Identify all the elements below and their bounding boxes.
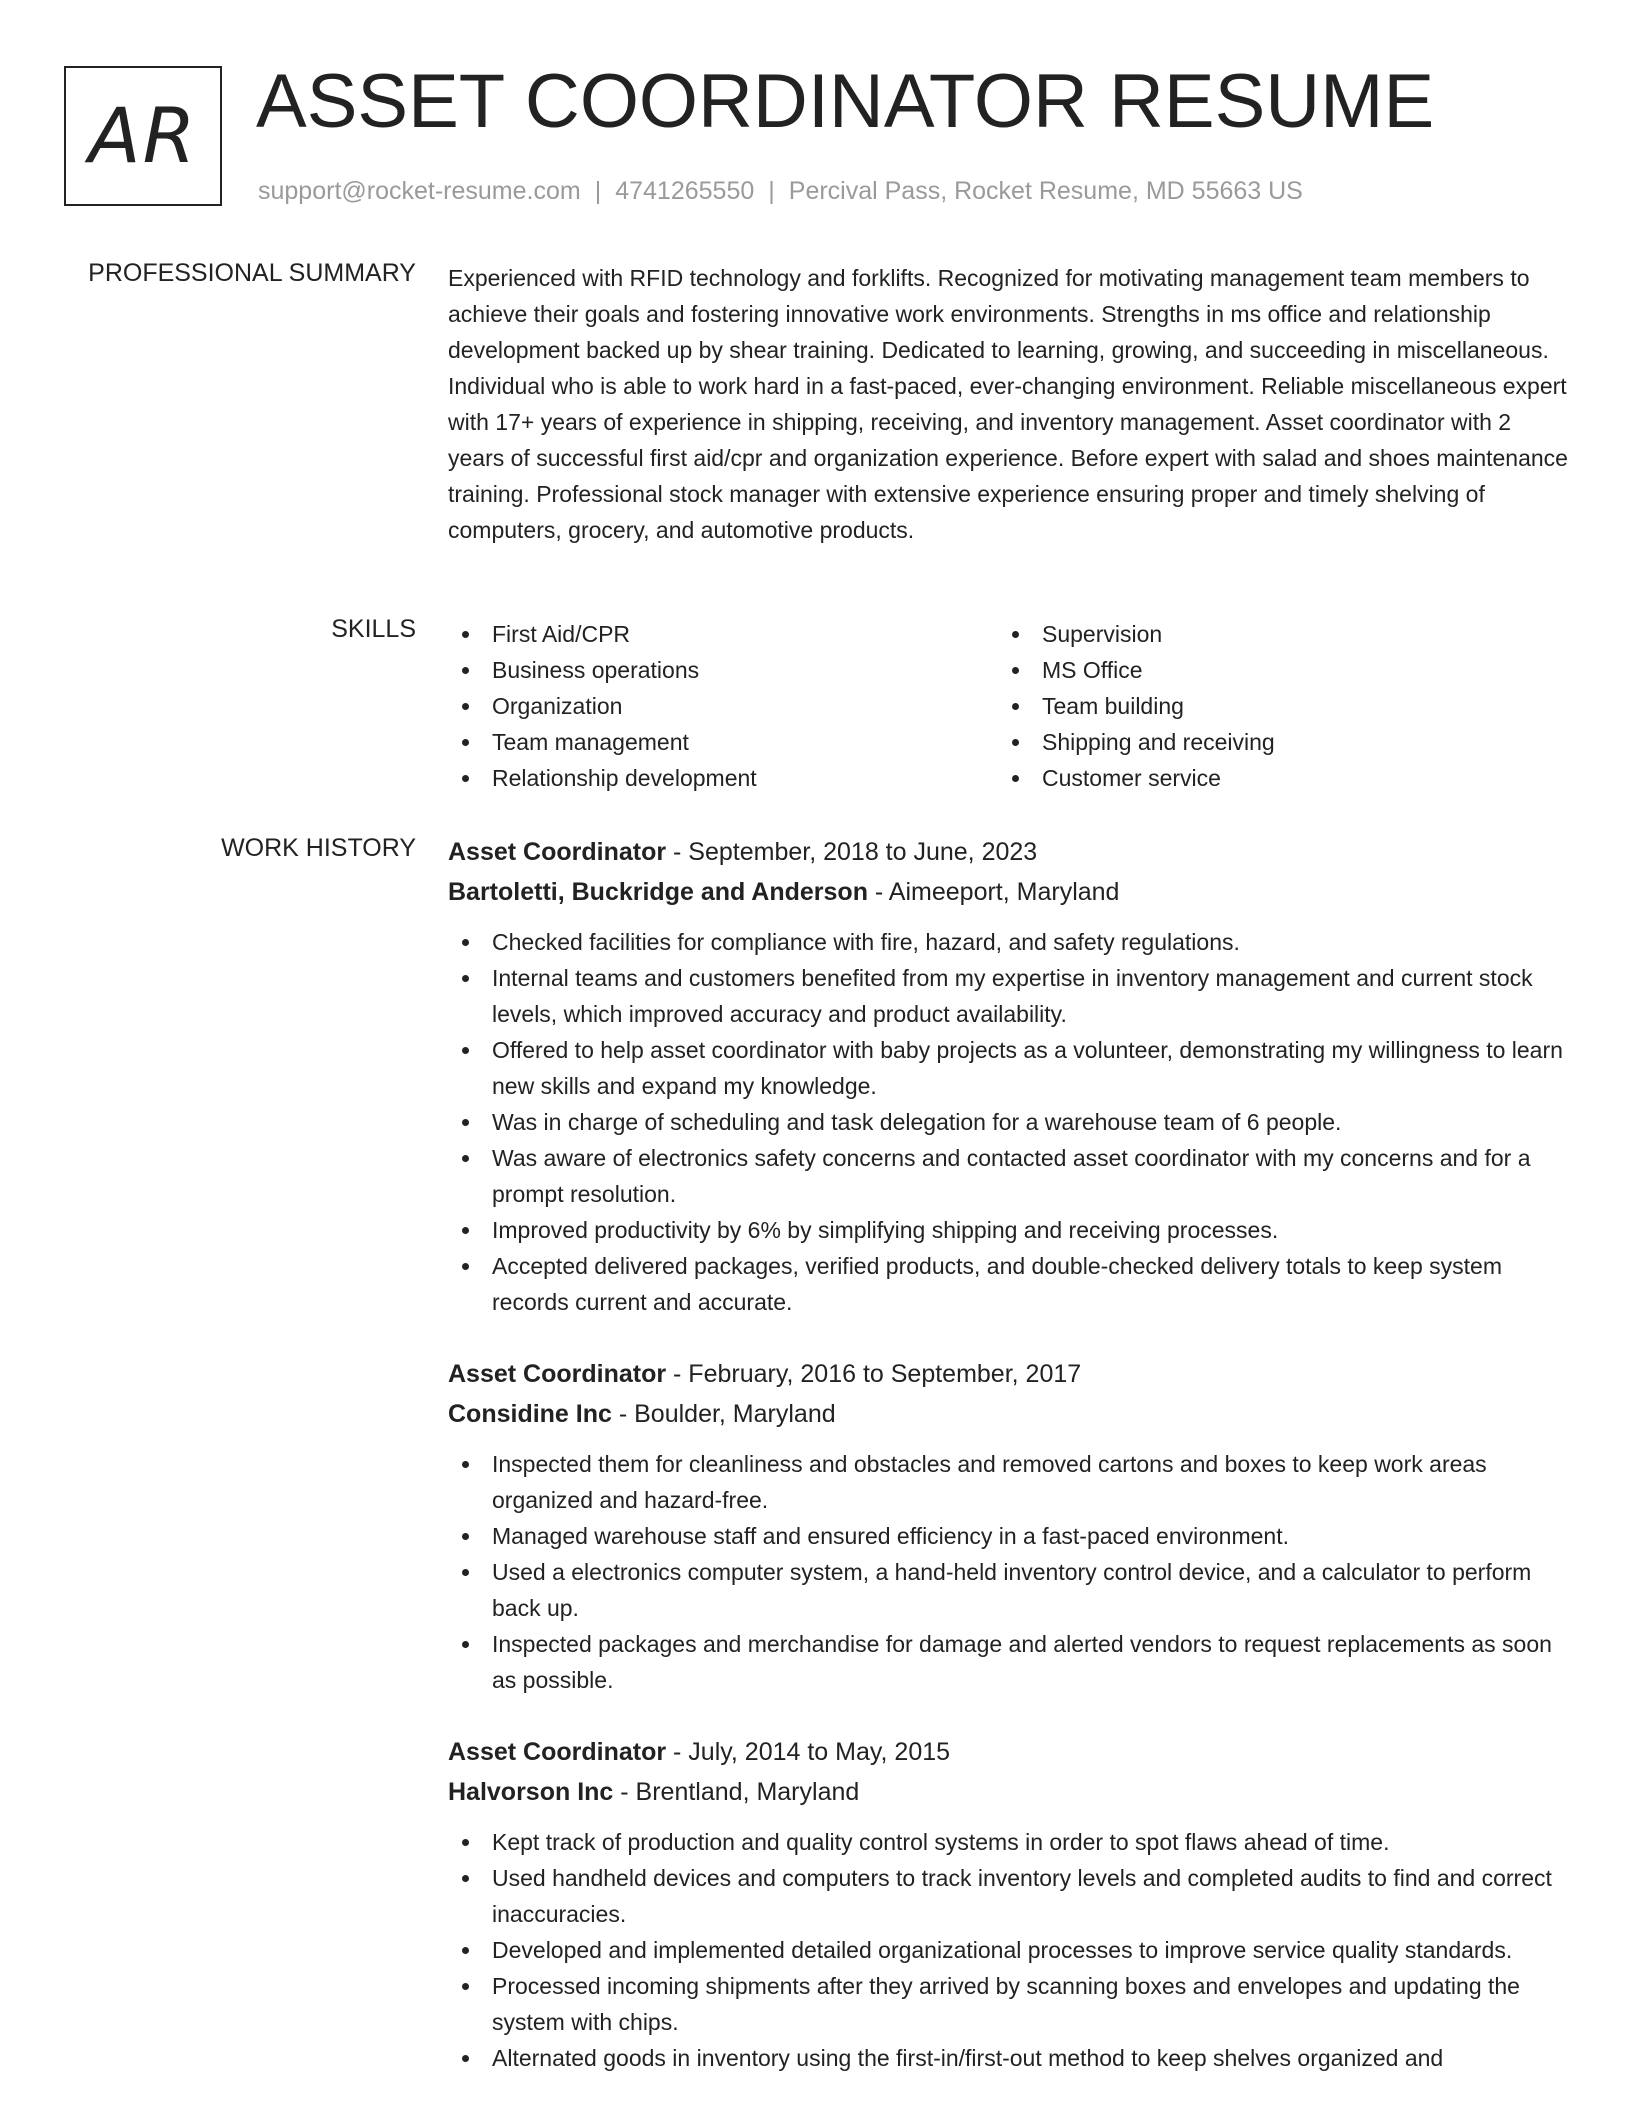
job-bullet: Offered to help asset coordinator with baby projects as a volunteer, demonstrating my willingness to learn new skills and expand my knowledge. <box>448 1032 1568 1104</box>
job-dates: - February, 2016 to September, 2017 <box>666 1360 1082 1388</box>
contact-separator: | <box>768 177 775 205</box>
job-title: Asset Coordinator <box>448 1360 667 1388</box>
job-bullet: Managed warehouse staff and ensured efficiency in a fast-paced environment. <box>448 1518 1568 1554</box>
work-history-list <box>448 832 1568 2110</box>
job-bullet: Used a electronics computer system, a hand-held inventory control device, and a calculator to perform back up. <box>448 1554 1568 1626</box>
monogram-initials: AR <box>88 91 198 180</box>
contact-email: support@rocket-resume.com <box>258 177 581 205</box>
contact-separator: | <box>594 177 602 205</box>
monogram-box <box>64 66 222 206</box>
skill-item: Business operations <box>448 652 968 688</box>
skill-item: Team building <box>998 688 1518 724</box>
job-bullet: Internal teams and customers benefited from my expertise in inventory management and current stock levels, which improved accuracy and product availability. <box>448 960 1568 1032</box>
job-bullet: Was in charge of scheduling and task delegation for a warehouse team of 6 people. <box>448 1104 1568 1140</box>
job-location: - Boulder, Maryland <box>611 1400 836 1428</box>
job-company: Bartoletti, Buckridge and Anderson <box>448 878 868 906</box>
resume-title: ASSET COORDINATOR RESUME <box>256 59 1435 144</box>
job-bullet-list <box>448 1446 1568 1698</box>
job-dates: - September, 2018 to June, 2023 <box>666 838 1038 866</box>
job-title: Asset Coordinator <box>448 1738 667 1766</box>
job-entry <box>448 1732 1568 2076</box>
job-location: - Aimeeport, Maryland <box>867 878 1120 906</box>
job-company: Considine Inc <box>448 1400 612 1428</box>
job-company-line <box>448 872 1568 912</box>
skills-list-right <box>998 616 1518 796</box>
job-bullet-list <box>448 1824 1568 2076</box>
skill-item: Customer service <box>998 760 1518 796</box>
job-company: Halvorson Inc <box>448 1778 614 1806</box>
job-bullet: Kept track of production and quality control systems in order to spot flaws ahead of time. <box>448 1824 1568 1860</box>
section-label-skills: SKILLS <box>331 615 416 643</box>
summary-text: Experienced with RFID technology and forklifts. Recognized for motivating management team members to achieve their goals and fostering innovative work environments. Strengths in ms office and relationship development backed up by shear training. Dedicated to learning, growing, and succeeding in miscellaneous. Individual who is able to work hard in a fast-paced, ever-changing environment. Reliable miscellaneous expert with 17+ years of experience in shipping, receiving, and inventory management. Asset coordinator with 2 years of successful first aid/cpr and organization experience. Before expert with salad and shoes maintenance training. Professional stock manager with extensive experience ensuring proper and timely shelving of computers, grocery, and automotive products. <box>448 265 1568 543</box>
job-bullet: Checked facilities for compliance with fire, hazard, and safety regulations. <box>448 924 1568 960</box>
skill-item: MS Office <box>998 652 1518 688</box>
job-title-line <box>448 1732 1568 1772</box>
section-label-summary: PROFESSIONAL SUMMARY <box>88 259 416 287</box>
job-dates: - July, 2014 to May, 2015 <box>666 1738 951 1766</box>
skills-list-left <box>448 616 968 796</box>
job-bullet: Inspected them for cleanliness and obstacles and removed cartons and boxes to keep work areas organized and hazard-free. <box>448 1446 1568 1518</box>
job-company-line <box>448 1772 1568 1812</box>
contact-phone: 4741265550 <box>615 177 755 205</box>
job-bullet: Improved productivity by 6% by simplifying shipping and receiving processes. <box>448 1212 1568 1248</box>
job-location: - Brentland, Maryland <box>613 1778 860 1806</box>
job-bullet: Alternated goods in inventory using the first-in/first-out method to keep shelves organized and <box>448 2040 1568 2076</box>
job-entry <box>448 832 1568 1320</box>
contact-address: Percival Pass, Rocket Resume, MD 55663 US <box>788 177 1303 205</box>
job-bullet: Used handheld devices and computers to track inventory levels and completed audits to find and correct inaccuracies. <box>448 1860 1568 1932</box>
job-bullet: Was aware of electronics safety concerns and contacted asset coordinator with my concerns and for a prompt resolution. <box>448 1140 1568 1212</box>
job-bullet: Processed incoming shipments after they arrived by scanning boxes and envelopes and updating the system with chips. <box>448 1968 1568 2040</box>
skill-item: First Aid/CPR <box>448 616 968 652</box>
job-bullet-list <box>448 924 1568 1320</box>
section-label-work-history: WORK HISTORY <box>221 834 416 862</box>
job-title-line <box>448 1354 1568 1394</box>
skill-item: Organization <box>448 688 968 724</box>
skill-item: Relationship development <box>448 760 968 796</box>
job-entry <box>448 1354 1568 1698</box>
job-bullet: Accepted delivered packages, verified products, and double-checked delivery totals to keep system records current and accurate. <box>448 1248 1568 1320</box>
job-title: Asset Coordinator <box>448 838 667 866</box>
skill-item: Shipping and receiving <box>998 724 1518 760</box>
job-bullet: Developed and implemented detailed organizational processes to improve service quality standards. <box>448 1932 1568 1968</box>
job-company-line <box>448 1394 1568 1434</box>
job-bullet: Inspected packages and merchandise for damage and alerted vendors to request replacements as soon as possible. <box>448 1626 1568 1698</box>
skill-item: Team management <box>448 724 968 760</box>
job-title-line <box>448 832 1568 872</box>
skill-item: Supervision <box>998 616 1518 652</box>
contact-line <box>258 174 1303 208</box>
